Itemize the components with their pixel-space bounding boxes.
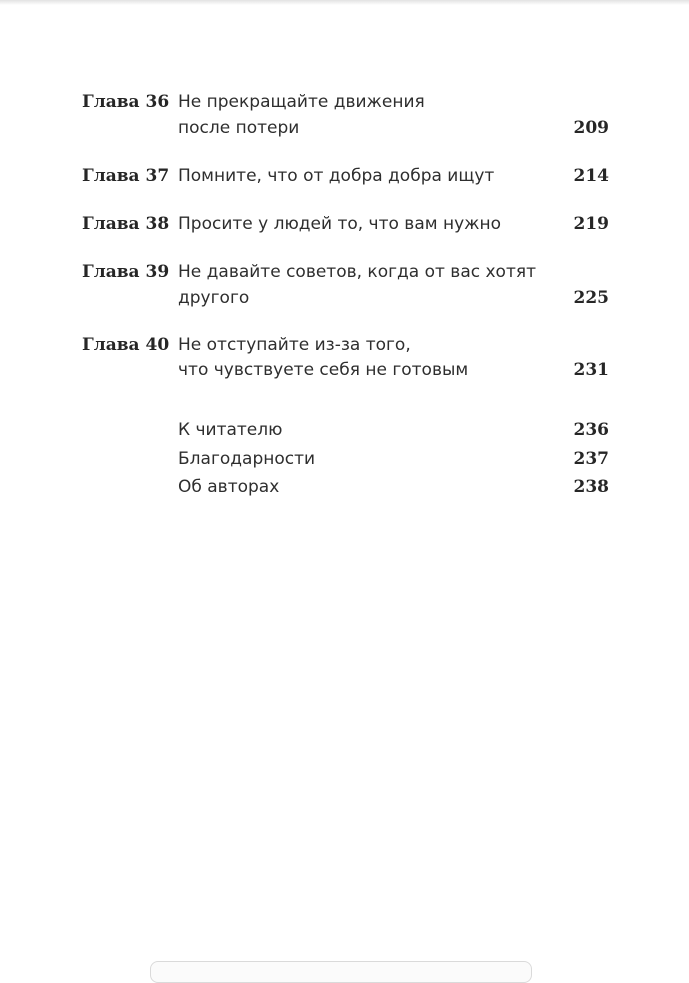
chapter-label: Глава 40 [82, 335, 170, 355]
chapter-label: Глава 37 [82, 166, 170, 186]
chapter-label: Глава 39 [82, 262, 170, 282]
section-title: К читателю [178, 420, 283, 440]
chapter-title-line: Не давайте советов, когда от вас хотят [178, 262, 536, 282]
chapter-title-line: Помните, что от добра добра ищут [178, 166, 495, 186]
chapter-title-line: Просите у людей то, что вам нужно [178, 214, 501, 234]
page-number: 225 [573, 288, 609, 308]
reader-bottom-bar[interactable] [150, 961, 532, 983]
page-number: 209 [573, 118, 609, 138]
top-edge-shadow [0, 0, 689, 5]
chapter-label: Глава 38 [82, 214, 170, 234]
page-number: 237 [573, 449, 609, 469]
page-number: 236 [573, 420, 609, 440]
chapter-title-line: другого [178, 288, 250, 308]
page-number: 214 [573, 166, 609, 186]
chapter-title-line: Не прекращайте движения [178, 92, 425, 112]
page-number: 231 [573, 360, 609, 380]
section-title: Благодарности [178, 449, 316, 469]
chapter-label: Глава 36 [82, 92, 170, 112]
chapter-title-line: Не отступайте из-за того, [178, 335, 411, 355]
section-title: Об авторах [178, 477, 280, 497]
page-number: 219 [573, 214, 609, 234]
chapter-title-line: что чувствуете себя не готовым [178, 360, 469, 380]
page-number: 238 [573, 477, 609, 497]
chapter-title-line: после потери [178, 118, 300, 138]
